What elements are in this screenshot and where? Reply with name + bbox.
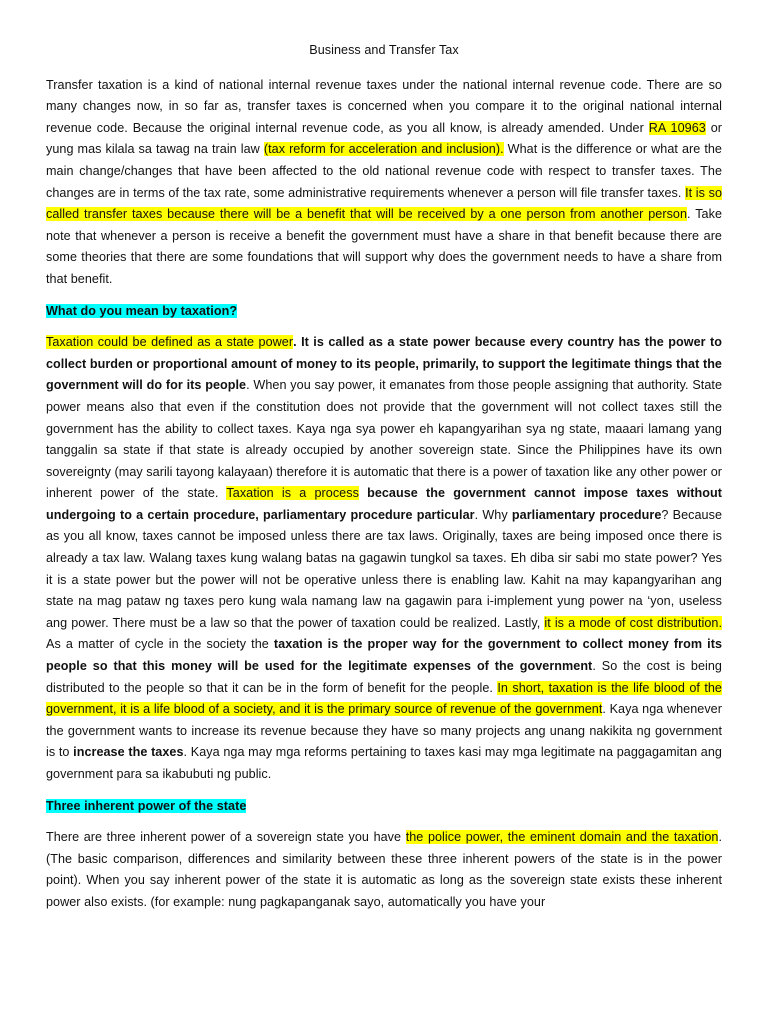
inherent-power-paragraph xyxy=(46,827,722,913)
bold-increase-taxes: increase the taxes xyxy=(73,745,184,760)
highlight-life-blood: In short, taxation is the life blood of the government, it is a life blood of a society, and it is the primary source of revenue of the government xyxy=(46,680,722,717)
document-page xyxy=(46,40,722,924)
intro-text-1: Transfer taxation is a kind of national internal revenue taxes under the national internal revenue code. There are so many changes now, in so far as, transfer taxes is concerned when you compare it to the original national internal revenue code. Because the original internal revenue code, as you all know, is already amended. Under xyxy=(46,77,722,135)
bold-process-explanation: because the government cannot impose taxes without undergoing to a certain procedure, parliamentary procedure particular xyxy=(46,486,722,522)
taxation-text-2: . Why xyxy=(474,507,512,522)
bold-proper-way: taxation is the proper way for the government to collect money from its people so that this money will be used for the legitimate expenses of the government xyxy=(46,637,722,674)
taxation-text-1: . When you say power, it emanates from those people assigning that authority. State power means also that even if the constitution does not provide that the government will not collect taxes still the government has the ability to collect taxes. Kaya nga sya power eh kapangyarihan sya ng state, maaari lamang yang tanggalin sa state if that state is already occupied by another sovereign state. Since the Philippines have its own sovereignty (may sarili tayong kalayaan) therefore it is automatic that there is a power of taxation like any other power or inherent power of the state. xyxy=(46,378,723,501)
highlight-state-power: Taxation could be defined as a state power xyxy=(46,335,294,350)
inherent-text-1: There are three inherent power of a sovereign state you have xyxy=(46,830,406,845)
taxation-paragraph xyxy=(46,332,722,785)
section-heading-inherent-power-text: Three inherent power of the state xyxy=(46,798,247,813)
highlight-transfer-taxes-definition: It is so called transfer taxes because there will be a benefit that will be received by a one person from another person xyxy=(46,185,722,222)
bold-parliamentary-procedure: parliamentary procedure xyxy=(511,507,662,522)
section-heading-inherent-power xyxy=(46,796,722,818)
highlight-train-law: (tax reform for acceleration and inclusion). xyxy=(263,142,504,157)
section-heading-taxation-text: What do you mean by taxation? xyxy=(46,303,238,318)
bold-state-power-explanation: . It is called as a state power because every country has the power to collect burden or proportional amount of money to its people, primarily, to support the legitimate things that the government will do for its people xyxy=(46,335,722,393)
intro-paragraph xyxy=(46,75,722,291)
taxation-text-3: ? Because as you all know, taxes cannot be imposed unless there are tax laws. Originally, taxes are being imposed once there is already a tax law. Walang taxes kung walang batas na gagawin tungkol sa taxes. Eh diba sir sabi mo state power? Yes it is a state power but the power will not be operative unless there is enabling law. Kahit na may kapangyarihan ang state na mag pataw ng taxes pero kung wala namang law na gagawin para i-implement yung power na ‘yon, useless ang power. There must be a law so that the power of taxation could be realized. Lastly, xyxy=(46,507,723,630)
section-heading-taxation xyxy=(46,301,722,323)
highlight-three-powers: the police power, the eminent domain and the taxation xyxy=(405,830,719,845)
intro-text-2: or yung mas kilala sa tawag na train law xyxy=(46,120,723,157)
highlight-ra-10963: RA 10963 xyxy=(648,120,706,135)
document-title: Business and Transfer Tax xyxy=(309,43,459,57)
highlight-taxation-process: Taxation is a process xyxy=(226,486,359,501)
taxation-text-4: As a matter of cycle in the society the xyxy=(46,637,274,652)
inherent-text-2: . (The basic comparison, differences and similarity between these three inherent powers of the state is in the power point). When you say inherent power of the state it is automatic as long as the sovereign state exists these inherent power also exists. (for example: nung pagkapanganak sayo, automatically you have your xyxy=(46,830,723,909)
taxation-text-7: . Kaya nga may mga reforms pertaining to taxes kasi may mga legitimate na paggagamitan ang government para sa ikabubuti ng public. xyxy=(46,745,722,781)
intro-text-4: . Take note that whenever a person is receive a benefit the government must have a share in that benefit because there are some theories that there are some foundations that will support why does the government needs to have a share from that benefit. xyxy=(46,207,722,286)
intro-text-3: What is the difference or what are the main change/changes that have been affected to the old national revenue code with respect to transfer taxes. The changes are in terms of the tax rate, some administrative requirements whenever a person will file transfer taxes. xyxy=(46,142,722,200)
taxation-text-6: . Kaya nga whenever the government wants to increase its revenue because they have so many projects ang unang nakikita ng government is to xyxy=(46,702,722,760)
taxation-text-5: . So the cost is being distributed to the people so that it can be in the form of benefit for the people. xyxy=(46,659,722,695)
highlight-cost-distribution: it is a mode of cost distribution. xyxy=(544,615,723,630)
